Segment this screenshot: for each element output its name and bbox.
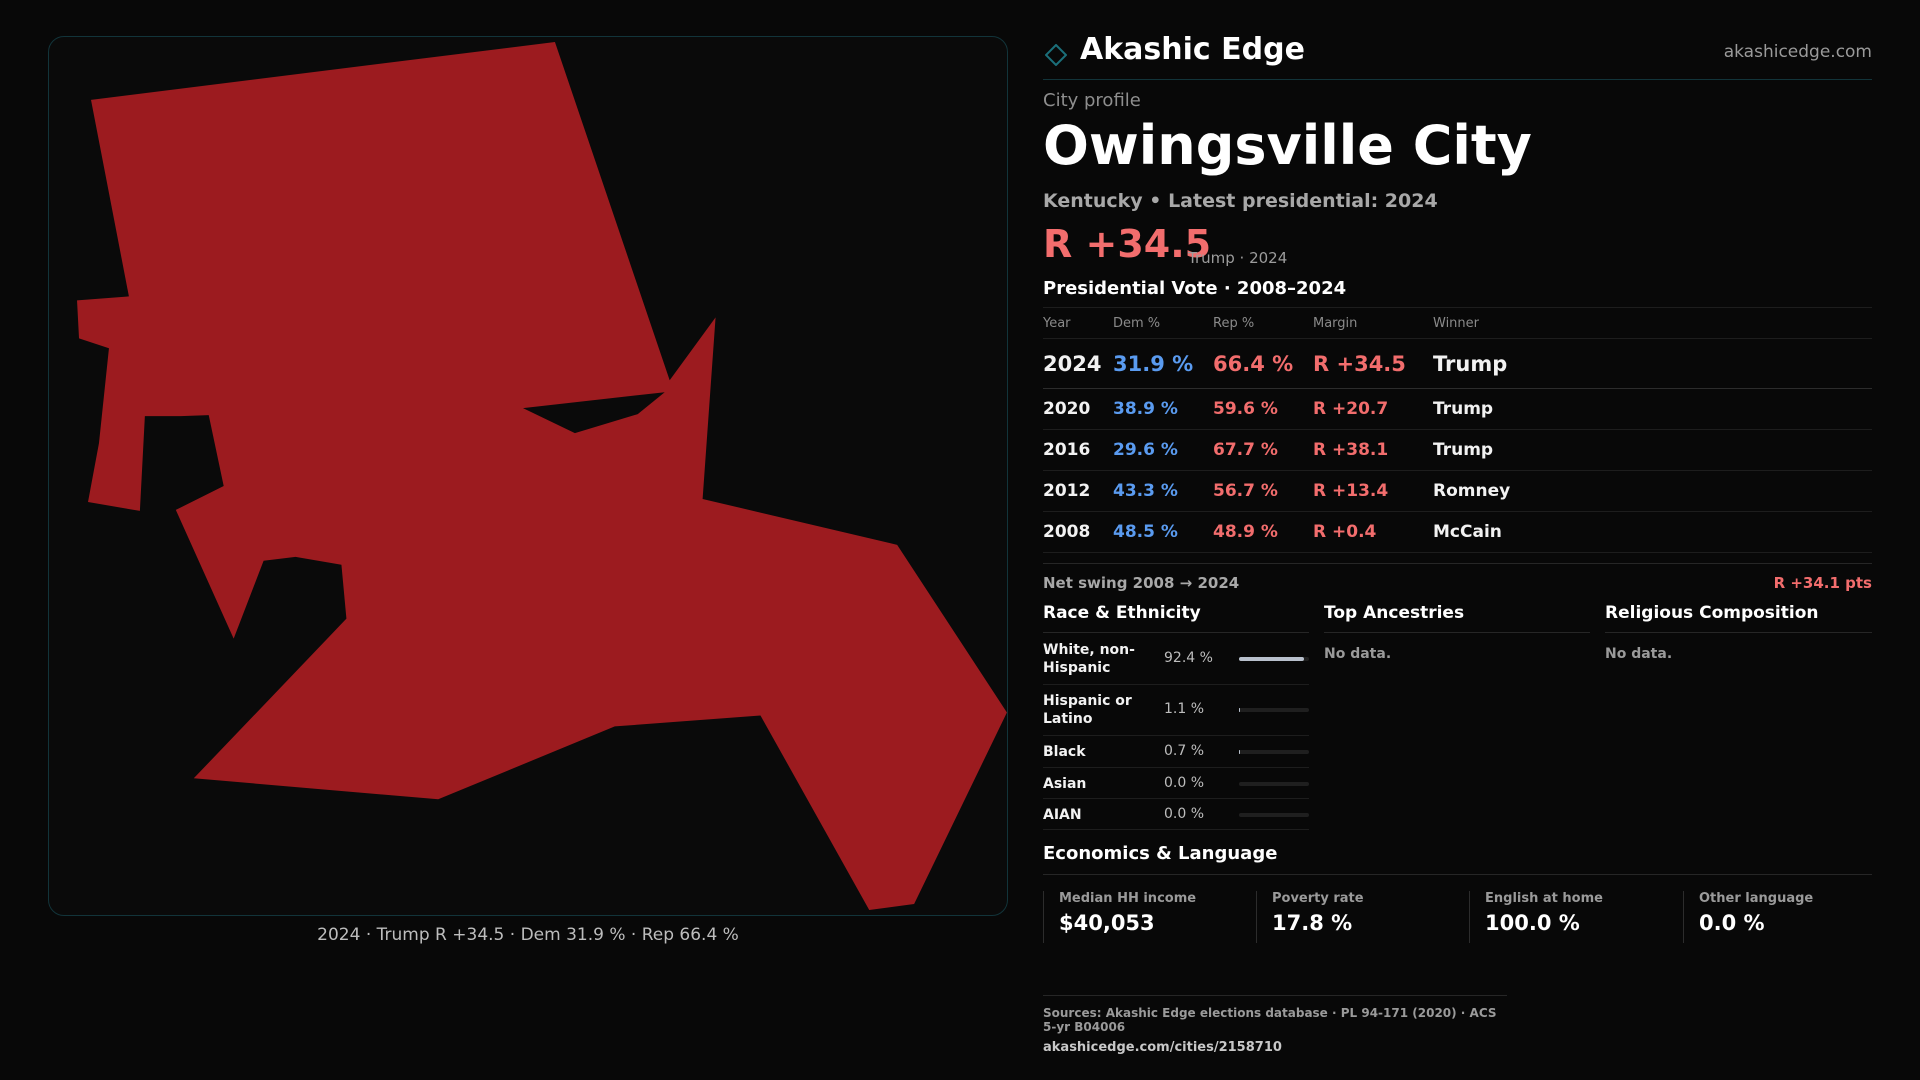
religion-section: [1605, 600, 1872, 662]
ancestries-section: [1324, 600, 1590, 662]
headline-margin: R +34.5: [1043, 222, 1212, 266]
cell-margin: R +38.1: [1313, 430, 1433, 471]
col-header-margin: Margin: [1313, 308, 1433, 339]
cell-year: 2020: [1043, 389, 1113, 430]
race-value: 1.1 %: [1164, 701, 1205, 717]
cell-winner: Trump: [1433, 389, 1872, 430]
col-header-dem: Dem %: [1113, 308, 1213, 339]
city-boundary-shape: [77, 42, 1007, 910]
cell-year: 2016: [1043, 430, 1113, 471]
religion-empty-text: No data.: [1605, 646, 1673, 662]
race-value: 92.4 %: [1164, 650, 1213, 666]
econ-value: $40,053: [1059, 911, 1155, 935]
cell-winner: Trump: [1433, 339, 1872, 389]
table-row: [1043, 339, 1872, 389]
cell-dem: 29.6 %: [1113, 430, 1213, 471]
cell-dem: 48.5 %: [1113, 512, 1213, 553]
econ-label: Median HH income: [1059, 891, 1197, 906]
race-row: [1043, 799, 1309, 830]
race-label: White, non-Hispanic: [1043, 642, 1135, 676]
votes-section-title: Presidential Vote · 2008–2024: [1043, 278, 1347, 299]
race-row: [1043, 633, 1309, 685]
race-bar-fill: [1239, 708, 1240, 712]
brand-name: Akashic Edge: [1080, 32, 1305, 67]
econ-card-other-language: [1683, 891, 1813, 943]
race-bar-track: [1239, 750, 1309, 754]
cell-dem: 31.9 %: [1113, 339, 1213, 389]
race-section-title: Race & Ethnicity: [1043, 600, 1309, 633]
econ-label: Poverty rate: [1272, 891, 1364, 906]
table-row: [1043, 512, 1872, 553]
cell-margin: R +20.7: [1313, 389, 1433, 430]
cell-year: 2024: [1043, 339, 1113, 389]
race-row: [1043, 685, 1309, 736]
cell-dem: 43.3 %: [1113, 471, 1213, 512]
cell-winner: Romney: [1433, 471, 1872, 512]
col-header-rep: Rep %: [1213, 308, 1313, 339]
econ-label: Other language: [1699, 891, 1814, 906]
race-bar-track: [1239, 782, 1309, 786]
cell-rep: 56.7 %: [1213, 471, 1313, 512]
cell-winner: McCain: [1433, 512, 1872, 553]
sources-footer: [1043, 995, 1507, 1055]
race-row: [1043, 768, 1309, 799]
table-row: [1043, 389, 1872, 430]
table-row: [1043, 430, 1872, 471]
econ-card-poverty: [1256, 891, 1364, 943]
cell-margin: R +34.5: [1313, 339, 1433, 389]
race-bar-fill: [1239, 657, 1304, 661]
net-swing-value: R +34.1 pts: [1773, 574, 1872, 592]
econ-value: 0.0 %: [1699, 911, 1765, 935]
race-row: [1043, 736, 1309, 768]
cell-year: 2012: [1043, 471, 1113, 512]
diamond-outline-icon: [1045, 44, 1067, 66]
race-bar-track: [1239, 657, 1309, 661]
page-title: Owingsville City: [1043, 114, 1532, 177]
table-row: [1043, 471, 1872, 512]
page-eyebrow: City profile: [1043, 90, 1141, 111]
race-value: 0.0 %: [1164, 806, 1205, 822]
col-header-year: Year: [1043, 308, 1113, 339]
cell-margin: R +13.4: [1313, 471, 1433, 512]
city-boundary-map: [49, 37, 1007, 915]
econ-value: 17.8 %: [1272, 911, 1353, 935]
map-caption: 2024 · Trump R +34.5 · Dem 31.9 % · Rep 66.4 %: [317, 925, 739, 945]
cell-rep: 66.4 %: [1213, 339, 1313, 389]
sources-text: Sources: Akashic Edge elections database · PL 94-171 (2020) · ACS 5-yr B04006: [1043, 1006, 1497, 1034]
econ-card-income: [1043, 891, 1196, 943]
city-map: [48, 36, 1008, 916]
brand-url-link[interactable]: akashicedge.com: [1723, 42, 1872, 62]
net-swing-row: [1043, 563, 1872, 599]
page-url-link[interactable]: akashicedge.com/cities/2158710: [1043, 1040, 1282, 1055]
cell-rep: 59.6 %: [1213, 389, 1313, 430]
race-value: 0.7 %: [1164, 743, 1205, 759]
race-label: AIAN: [1043, 807, 1082, 823]
ancestries-empty-text: No data.: [1324, 646, 1392, 662]
race-label: Asian: [1043, 776, 1087, 792]
cell-rep: 67.7 %: [1213, 430, 1313, 471]
race-label: Hispanic or Latino: [1043, 693, 1132, 727]
economics-section-title: Economics & Language: [1043, 843, 1872, 875]
page-subtitle: Kentucky • Latest presidential: 2024: [1043, 190, 1438, 212]
cell-dem: 38.9 %: [1113, 389, 1213, 430]
econ-value: 100.0 %: [1485, 911, 1580, 935]
econ-card-english: [1469, 891, 1603, 943]
brand-header: [1043, 30, 1872, 80]
cell-margin: R +0.4: [1313, 512, 1433, 553]
headline-note: Trump · 2024: [1188, 249, 1288, 267]
race-label: Black: [1043, 744, 1086, 760]
col-header-winner: Winner: [1433, 308, 1872, 339]
net-swing-label: Net swing 2008 → 2024: [1043, 574, 1240, 592]
votes-table: [1043, 307, 1872, 553]
race-section: [1043, 600, 1309, 830]
econ-label: English at home: [1485, 891, 1603, 906]
cell-rep: 48.9 %: [1213, 512, 1313, 553]
cell-year: 2008: [1043, 512, 1113, 553]
race-bar-track: [1239, 813, 1309, 817]
religion-section-title: Religious Composition: [1605, 600, 1872, 633]
race-bar-track: [1239, 708, 1309, 712]
race-value: 0.0 %: [1164, 775, 1205, 791]
votes-table-header: [1043, 308, 1872, 339]
cell-winner: Trump: [1433, 430, 1872, 471]
ancestries-section-title: Top Ancestries: [1324, 600, 1590, 633]
